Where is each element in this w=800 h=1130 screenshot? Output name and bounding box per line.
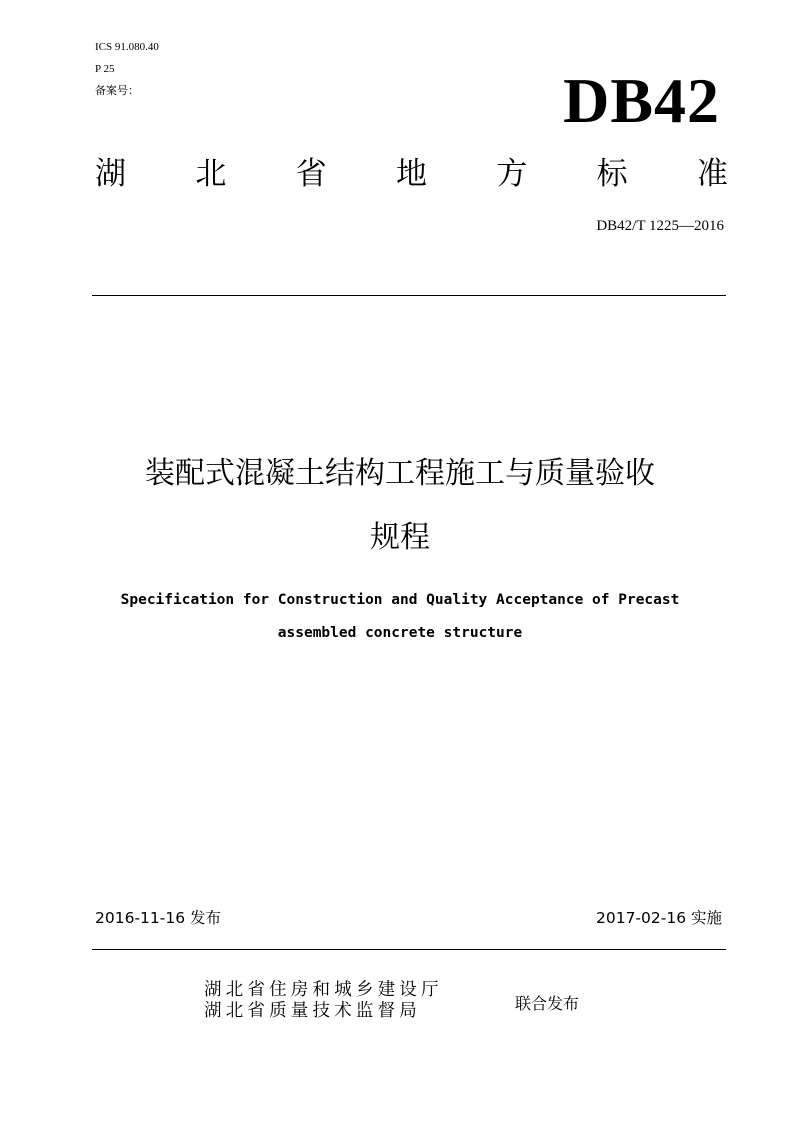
- issuer-line2: 湖北省质量技术监督局: [204, 1001, 421, 1021]
- standard-code-logo: DB42: [563, 65, 720, 136]
- bottom-divider: [92, 949, 726, 950]
- title-english-line1: Specification for Construction and Quality Acceptance of Precast: [120, 592, 680, 608]
- top-divider: [92, 295, 726, 296]
- standard-type-char: 湖: [95, 156, 126, 192]
- standard-type-char: 准: [696, 156, 728, 192]
- title-english-line2: assembled concrete structure: [277, 625, 523, 641]
- issue-date: 2016-11-16 发布: [95, 909, 222, 927]
- standard-type-heading: [95, 154, 728, 194]
- standard-type-char: 标: [596, 156, 628, 192]
- issuer-line1: 湖北省住房和城乡建设厅: [204, 980, 443, 1000]
- title-chinese-line2: 规程: [370, 520, 430, 555]
- ics-number: ICS 91.080.40: [95, 41, 159, 53]
- standard-number: DB42/T 1225—2016: [596, 218, 724, 234]
- classification-code: P 25: [95, 63, 115, 75]
- standard-type-char: 地: [395, 156, 427, 192]
- standard-type-char: 北: [195, 156, 227, 192]
- standard-type-char: 方: [496, 156, 528, 192]
- standard-type-char: 省: [295, 156, 327, 192]
- filing-number-label: 备案号：: [95, 85, 139, 97]
- implementation-date: 2017-02-16 实施: [595, 909, 722, 927]
- title-chinese-line1: 装配式混凝土结构工程施工与质量验收: [145, 456, 655, 491]
- joint-issue-label: 联合发布: [515, 994, 580, 1013]
